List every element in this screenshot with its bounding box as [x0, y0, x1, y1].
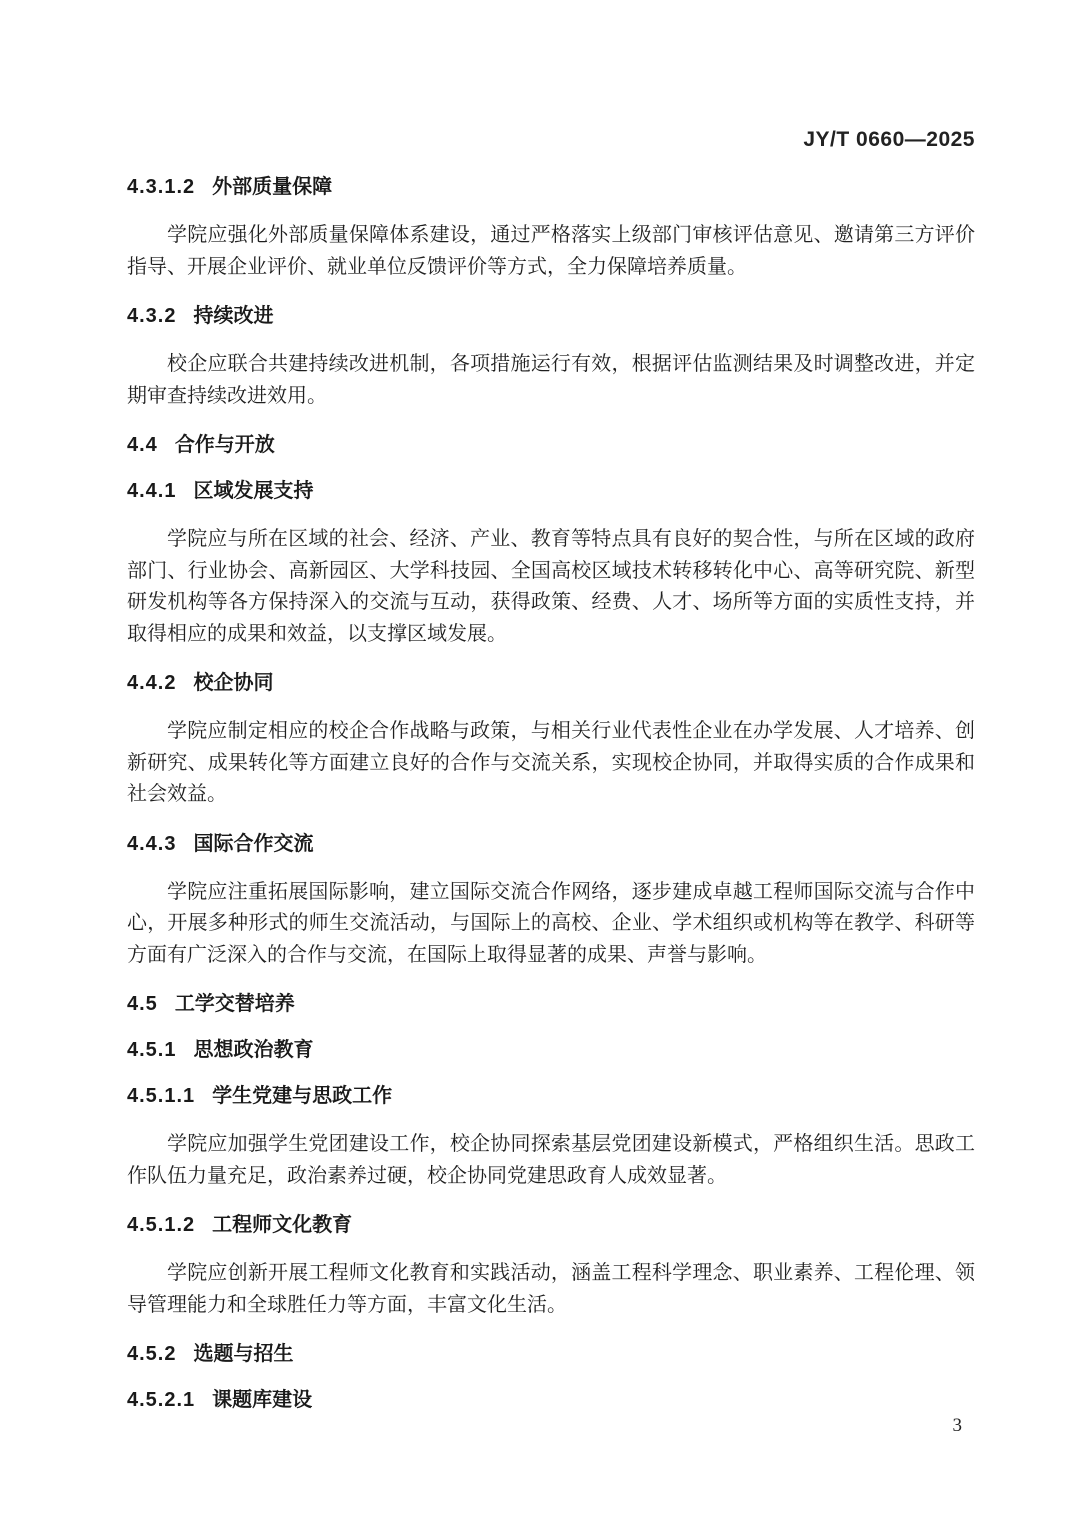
body-paragraph	[127, 349, 975, 412]
section-number: 4.5.2.1	[127, 1389, 196, 1411]
section-heading	[127, 1341, 975, 1367]
section-heading	[127, 478, 975, 504]
section-title: 国际合作交流	[193, 832, 314, 855]
section-title: 区域发展支持	[193, 480, 314, 502]
paragraph-text: 学院应强化外部质量保障体系建设，通过严格落实上级部门审核评估意见、邀请第三方评价指导、开展企业评价、就业单位反馈评价等方式，全力保障培养质量。	[127, 224, 975, 278]
paragraph-text: 学院应创新开展工程师文化教育和实践活动，涵盖工程科学理念、职业素养、工程伦理、领导管理能力和全球胜任力等方面，丰富文化生活。	[127, 1262, 975, 1316]
section-number: 4.4	[127, 434, 158, 456]
section-heading	[127, 303, 975, 329]
section-heading	[127, 1387, 975, 1413]
section-heading	[127, 991, 975, 1017]
section-number: 4.5.1	[127, 1039, 177, 1061]
section-number: 4.4.3	[127, 832, 177, 855]
section-title: 思想政治教育	[193, 1039, 314, 1061]
section-heading	[127, 831, 975, 857]
paragraph-text: 校企应联合共建持续改进机制，各项措施运行有效，根据评估监测结果及时调整改进，并定期审查持续改进效用。	[127, 353, 975, 407]
paragraph-text: 学院应注重拓展国际影响，建立国际交流合作网络，逐步建成卓越工程师国际交流与合作中心，开展多种形式的师生交流活动，与国际上的高校、企业、学术组织或机构等在教学、科研等方面有广泛深入的合作与交流，在国际上取得显著的成果、声誉与影响。	[127, 880, 975, 966]
section-number: 4.4.2	[127, 672, 177, 694]
section-number: 4.5.2	[127, 1343, 177, 1365]
section-number: 4.4.1	[127, 480, 177, 502]
document-code-header: JY/T 0660—2025	[803, 128, 975, 151]
section-heading	[127, 174, 975, 200]
section-title: 选题与招生	[193, 1343, 294, 1365]
document-body	[127, 174, 975, 1413]
paragraph-text: 学院应与所在区域的社会、经济、产业、教育等特点具有良好的契合性，与所在区域的政府部门、行业协会、高新园区、大学科技园、全国高校区域技术转移转化中心、高等研究院、新型研发机构等各方保持深入的交流与互动，获得政策、经费、人才、场所等方面的实质性支持，并取得相应的成果和效益，以支撑区域发展。	[127, 528, 975, 645]
page-number: 3	[952, 1415, 962, 1436]
body-paragraph	[127, 220, 975, 283]
paragraph-text: 学院应制定相应的校企合作战略与政策，与相关行业代表性企业在办学发展、人才培养、创新研究、成果转化等方面建立良好的合作与交流关系，实现校企协同，并取得实质的合作成果和社会效益。	[127, 720, 975, 805]
section-title: 课题库建设	[212, 1389, 313, 1411]
body-paragraph	[127, 1258, 975, 1321]
section-title: 工程师文化教育	[212, 1214, 353, 1236]
section-title: 外部质量保障	[212, 176, 333, 198]
section-number: 4.5.1.1	[127, 1085, 196, 1107]
section-number: 4.5.1.2	[127, 1214, 196, 1236]
body-paragraph	[127, 524, 975, 650]
body-paragraph	[127, 1129, 975, 1192]
section-heading	[127, 1212, 975, 1238]
section-heading	[127, 1083, 975, 1109]
section-heading	[127, 432, 975, 458]
section-title: 校企协同	[193, 672, 274, 694]
section-heading	[127, 1037, 975, 1063]
paragraph-text: 学院应加强学生党团建设工作，校企协同探索基层党团建设新模式，严格组织生活。思政工作队伍力量充足，政治素养过硬，校企协同党建思政育人成效显著。	[127, 1133, 975, 1187]
body-paragraph	[127, 716, 975, 811]
section-title: 合作与开放	[174, 434, 275, 456]
section-heading	[127, 670, 975, 696]
section-title: 持续改进	[193, 305, 274, 327]
section-title: 工学交替培养	[174, 993, 295, 1015]
section-title: 学生党建与思政工作	[212, 1085, 393, 1107]
section-number: 4.3.2	[127, 305, 177, 327]
body-paragraph	[127, 877, 975, 972]
section-number: 4.3.1.2	[127, 176, 196, 198]
section-number: 4.5	[127, 993, 158, 1015]
